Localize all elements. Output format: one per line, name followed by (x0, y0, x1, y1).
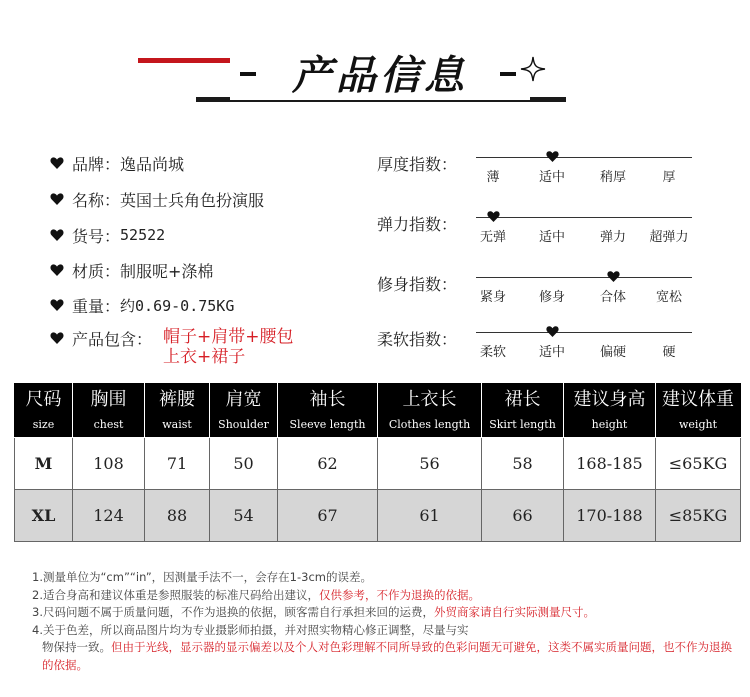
heart-icon (50, 228, 64, 242)
header-en: Shoulder (218, 417, 269, 431)
note-2: 2.适合身高和建议体重是参照服装的标准尺码给出建议，仅供参考，不作为退换的依据。 (32, 587, 480, 602)
header-cn: 建议身高 (573, 388, 646, 410)
info-label: 名称： (72, 190, 121, 210)
table-cell: ≤85KG (656, 490, 741, 542)
heart-icon (50, 156, 64, 170)
page-title: 产品信息 (230, 52, 530, 100)
info-label: 品牌： (72, 154, 121, 174)
header-en: height (591, 417, 628, 431)
header-cn: 肩宽 (225, 388, 262, 410)
index-scale-line (476, 332, 692, 333)
info-name (50, 187, 264, 211)
notes (32, 569, 742, 675)
index-option: 合体 (599, 290, 626, 305)
package-line-1: 帽子+肩带+腰包 (163, 327, 294, 347)
size-table (14, 383, 741, 542)
table-cell: 168-185 (564, 438, 656, 490)
header-en: waist (162, 417, 192, 431)
table-header-cell (656, 384, 741, 438)
table-cell: 170-188 (564, 490, 656, 542)
header-en: size (32, 417, 55, 431)
table-cell: 71 (145, 438, 210, 490)
header-en: weight (679, 417, 717, 431)
note-4: 4.关于色差，所以商品图片均为专业摄影师拍摄，并对照实物精心修正调整，尽量与实 (32, 622, 469, 637)
index-option: 稍厚 (599, 170, 626, 185)
heart-icon (50, 263, 64, 277)
info-label: 材质： (72, 261, 121, 281)
index-scale-line (476, 217, 692, 218)
header-cn: 建议体重 (662, 388, 734, 410)
table-cell: 54 (210, 490, 278, 542)
header-en: chest (93, 417, 124, 431)
index-option: 适中 (538, 170, 565, 185)
header-cn: 尺码 (25, 388, 62, 410)
info-value: 52522 (120, 226, 166, 244)
index-marker-heart-icon (546, 150, 559, 162)
header-en: Skirt length (489, 417, 556, 431)
table-header-cell (73, 384, 145, 438)
header-dash-left (240, 72, 256, 76)
info-value: 约0.69-0.75KG (120, 296, 235, 315)
note-3: 3.尺码问题不属于质量问题，不作为退换的依据，顾客需自行承担来回的运费，外贸商家请自行实际测量尺寸。 (32, 605, 595, 620)
table-cell: 67 (278, 490, 378, 542)
table-header-cell (15, 384, 73, 438)
table-row (15, 490, 741, 542)
note-1: 1.测量单位为“cm”“in”，因测量手法不一，会存在1-3cm的误差。 (32, 570, 372, 584)
info-weight (50, 293, 234, 317)
heart-icon (50, 331, 64, 345)
index-marker-heart-icon (607, 270, 620, 282)
info-material (50, 258, 213, 282)
index-option: 无弹 (479, 230, 506, 245)
table-cell: 50 (210, 438, 278, 490)
table-row (15, 438, 741, 490)
index-scale-line (476, 277, 692, 278)
table-cell: 108 (73, 438, 145, 490)
index-option: 柔软 (479, 345, 506, 360)
index-scale-line (476, 157, 692, 158)
table-cell: 66 (482, 490, 564, 542)
index-option: 偏硬 (599, 345, 626, 360)
package-contents (163, 327, 294, 367)
info-label: 货号： (72, 226, 121, 246)
table-header-cell (145, 384, 210, 438)
index-option: 超弹力 (649, 230, 689, 245)
index-option: 硬 (662, 345, 676, 360)
header-en: Sleeve length (289, 417, 366, 431)
table-header-row (15, 384, 741, 438)
table-cell: ≤65KG (656, 438, 741, 490)
table-cell: 61 (378, 490, 482, 542)
table-header-cell (564, 384, 656, 438)
index-marker-heart-icon (546, 325, 559, 337)
table-cell: 56 (378, 438, 482, 490)
table-header-cell (278, 384, 378, 438)
index-option: 适中 (538, 345, 565, 360)
header-dash-right (500, 72, 516, 76)
header-cn: 胸围 (90, 388, 127, 410)
index-option: 适中 (538, 230, 565, 245)
table-header-cell (482, 384, 564, 438)
index-label: 厚度指数： (377, 155, 458, 174)
table-header-cell (210, 384, 278, 438)
index-option: 薄 (486, 170, 500, 185)
table-cell: 88 (145, 490, 210, 542)
table-cell: XL (15, 490, 73, 542)
table-header-cell (378, 384, 482, 438)
index-label: 弹力指数： (377, 215, 458, 234)
index-option: 修身 (538, 290, 565, 305)
index-marker-heart-icon (487, 210, 500, 222)
note-4-cont: 物保持一致。但由于光线，显示器的显示偏差以及个人对色彩理解不同所导致的色彩问题无可避免，这类不属实质量问题，也不作为退换的依据。 (42, 640, 732, 672)
header-en: Clothes length (388, 417, 471, 431)
info-sku (50, 223, 165, 247)
table-cell: 124 (73, 490, 145, 542)
index-option: 厚 (662, 170, 676, 185)
index-label: 柔软指数： (377, 330, 458, 349)
info-label: 重量： (72, 296, 121, 316)
info-package (50, 326, 152, 350)
package-line-2: 上衣+裙子 (163, 347, 246, 367)
heart-icon (50, 298, 64, 312)
sparkle-icon (520, 56, 546, 82)
index-option: 宽松 (655, 290, 682, 305)
info-value: 逸品尚城 (120, 154, 185, 174)
table-cell: 62 (278, 438, 378, 490)
heart-icon (50, 192, 64, 206)
info-label: 产品包含： (72, 329, 153, 349)
info-value: 制服呢+涤棉 (120, 261, 214, 281)
index-label: 修身指数： (377, 275, 458, 294)
index-option: 紧身 (479, 290, 506, 305)
header-cn: 上衣长 (402, 388, 457, 410)
table-cell: M (15, 438, 73, 490)
header-cn: 袖长 (309, 388, 346, 410)
header-cn: 裙长 (504, 388, 541, 410)
table-cell: 58 (482, 438, 564, 490)
header-cn: 裤腰 (159, 388, 195, 410)
info-value: 英国士兵角色扮演服 (120, 190, 265, 210)
info-brand (50, 151, 184, 175)
index-option: 弹力 (599, 230, 626, 245)
